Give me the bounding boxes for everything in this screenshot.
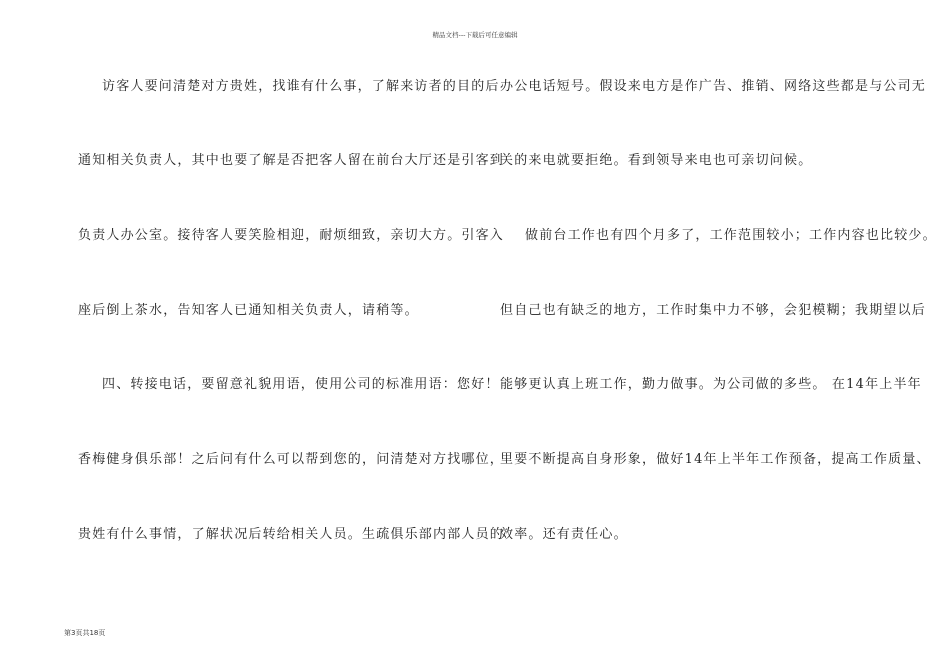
text-line: 负责人办公室。接待客人要笑脸相迎，耐烦细致，亲切大方。引客入	[78, 228, 505, 243]
page-number: 第3页共18页	[64, 629, 106, 637]
text-line: 效率。还有责任心。	[500, 527, 628, 542]
text-line: 关的来电就要拒绝。看到领导来电也可亲切问候。	[500, 153, 813, 168]
text-line: 里要不断提高自身形象，做好14年上半年工作预备，提高工作质量、	[500, 452, 931, 467]
text-line: 香梅健身俱乐部！之后问有什么可以帮到您的，问清楚对方找哪位，	[78, 452, 505, 467]
text-line: 办公电话短号。假设来电方是作广告、推销、网络这些都是与公司无	[500, 79, 927, 94]
text-line: 座后倒上茶水，告知客人已通知相关负责人，请稍等。	[78, 303, 419, 318]
text-line: 贵姓有什么事情，了解状况后转给相关人员。生疏俱乐部内部人员的	[78, 527, 505, 542]
text-line: 做前台工作也有四个月多了，工作范围较小；工作内容也比较少。	[525, 228, 937, 243]
text-line: 通知相关负责人，其中也要了解是否把客人留在前台大厅还是引客到	[78, 153, 505, 168]
text-line: 能够更认真上班工作，勤力做事。为公司做的多些。 在14年上半年	[500, 377, 922, 392]
text-line: 访客人要问清楚对方贵姓，找谁有什么事，了解来访者的目的后	[102, 79, 500, 94]
page-header: 精品文档---下载后可任意编辑	[432, 31, 518, 39]
text-line: 四、转接电话，要留意礼貌用语，使用公司的标准用语：您好！	[102, 377, 500, 392]
text-line: 但自己也有缺乏的地方，工作时集中力不够，会犯模糊；我期望以后	[500, 303, 927, 318]
